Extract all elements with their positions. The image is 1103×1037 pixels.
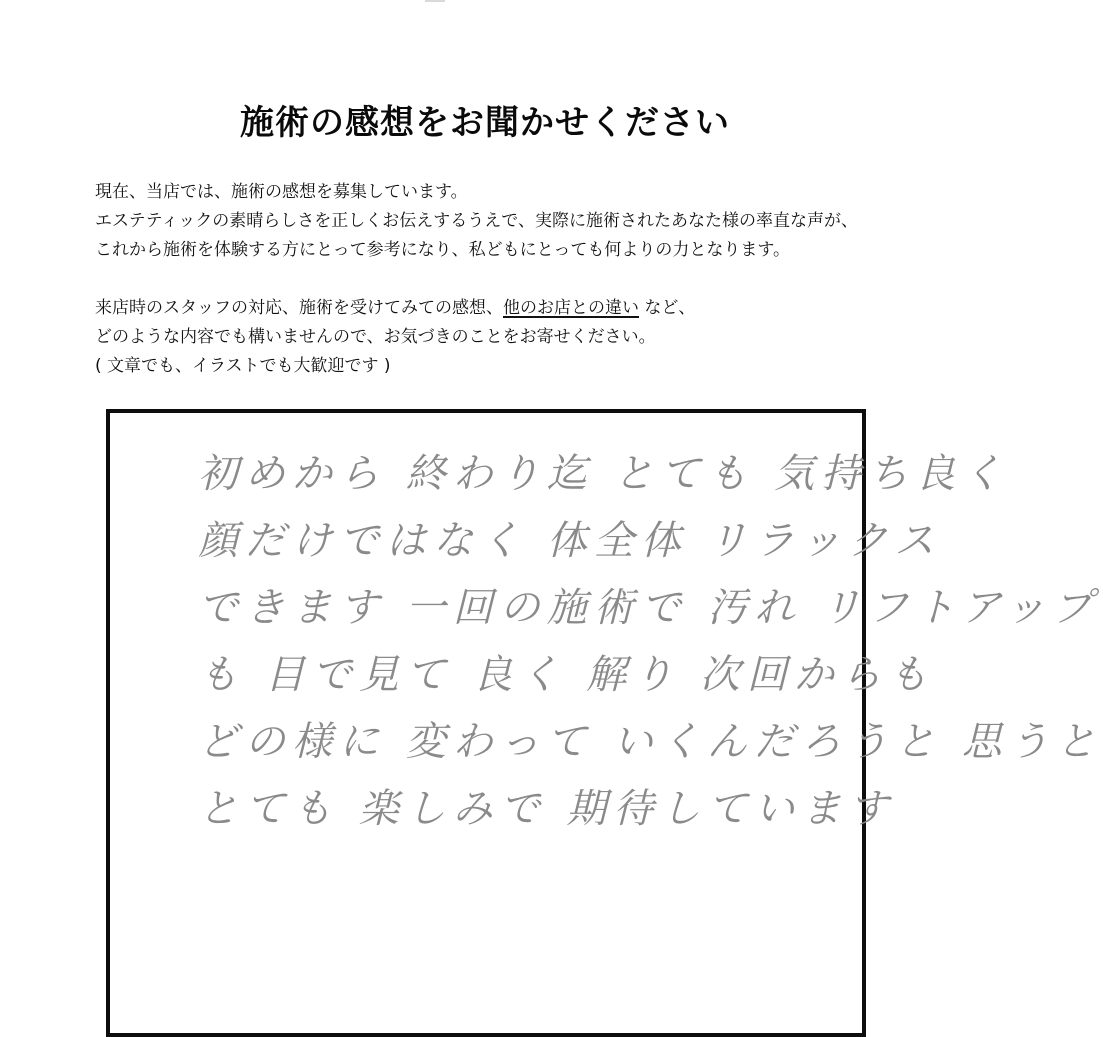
scan-mark: [425, 0, 445, 2]
response-box: [106, 409, 1103, 1037]
request-line-1: [95, 294, 915, 323]
request-line-1-start: 来店時のスタッフの対応、施術を受けてみての感想、: [95, 298, 503, 318]
handwritten-line: とても 楽しみで 期待しています: [198, 786, 896, 832]
intro-line-3: これから施術を体験する方にとって参考になり、私どもにとっても何よりの力となります。: [95, 240, 790, 260]
request-line-3: ( 文章でも、イラストでも大歓迎です ): [95, 356, 391, 376]
request-line-1-end: など、: [639, 298, 696, 318]
intro-line-1: 現在、当店では、施術の感想を募集しています。: [95, 182, 468, 202]
handwritten-line: 顔だけではなく 体全体 リラックス: [198, 518, 942, 564]
paragraph-spacer: [95, 265, 915, 294]
intro-text: [95, 178, 915, 381]
handwritten-line: できます 一回の施術で 汚れ リフトアップ: [198, 585, 1100, 631]
request-line-2: どのような内容でも構いませんので、お気づきのことをお寄せください。: [95, 327, 656, 347]
underlined-phrase: 他のお店との違い: [503, 298, 639, 318]
handwritten-line: 初めから 終わり迄 とても 気持ち良く: [198, 451, 1010, 497]
handwritten-line: も 目で見て 良く 解り 次回からも: [198, 652, 935, 698]
intro-line-2: エステティックの素晴らしさを正しくお伝えするうえで、実際に施術されたあなた様の率直な声が、: [95, 211, 858, 231]
form-title: 施術の感想をお聞かせください: [240, 103, 730, 143]
handwritten-line: どの様に 変わって いくんだろうと 思うと: [198, 719, 1103, 765]
handwritten-response: [198, 441, 1103, 843]
